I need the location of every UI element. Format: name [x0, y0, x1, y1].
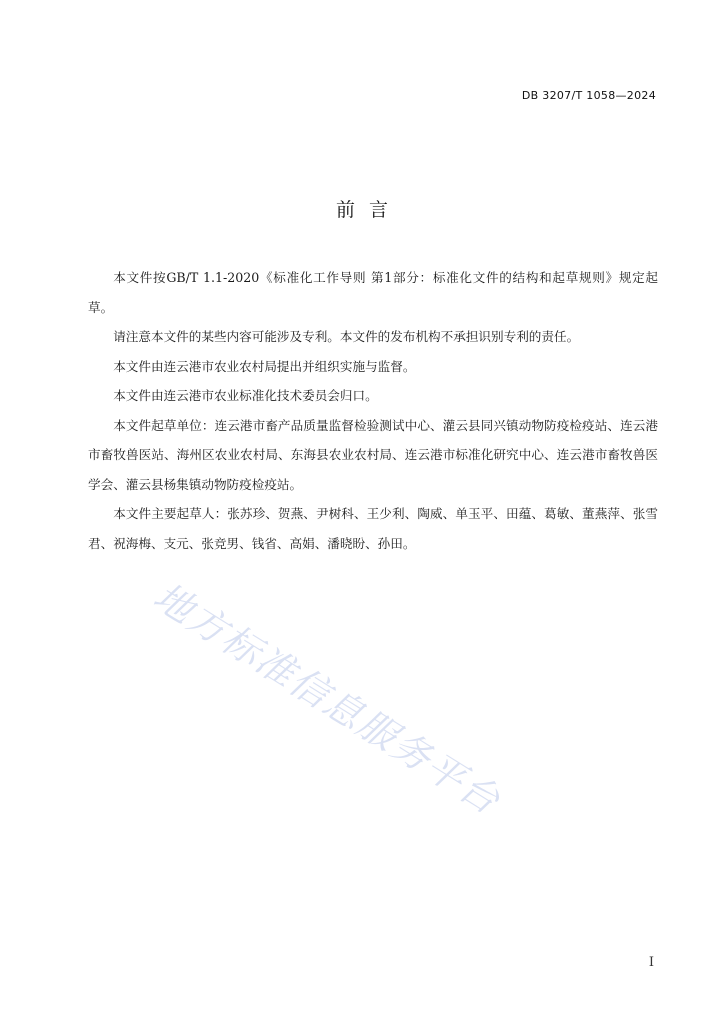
document-code: DB 3207/T 1058—2024 [521, 89, 656, 102]
paragraph-patent-notice: 请注意本文件的某些内容可能涉及专利。本文件的发布机构不承担识别专利的责任。 [113, 329, 580, 344]
paragraph-drafting-units: 本文件起草单位：连云港市畜产品质量监督检验测试中心、灌云县同兴镇动物防疫检疫站、连云港市畜牧兽医站、海州区农业农村局、东海县农业农村局、连云港市标准化研究中心、连云港市畜牧兽医学会、灌云县杨集镇动物防疫检疫站。 [88, 417, 658, 492]
paragraph-drafters: 本文件主要起草人：张苏珍、贺燕、尹树科、王少利、陶威、单玉平、田蕴、葛敏、董燕萍、张雪君、祝海梅、支元、张竞男、钱省、高娟、潘晓盼、孙田。 [88, 506, 658, 551]
paragraph-proposer: 本文件由连云港市农业农村局提出并组织实施与监督。 [113, 358, 416, 374]
page-number: I [648, 955, 654, 970]
paragraph-committee: 本文件由连云港市农业标准化技术委员会归口。 [113, 388, 378, 403]
body-text [88, 263, 658, 558]
section-title: 前言 [335, 199, 402, 221]
watermark: 地方标准信息服务平台 [145, 574, 509, 824]
paragraph-drafting-basis: 本文件按GB/T 1.1-2020《标准化工作导则 第1部分：标准化文件的结构和起草规则》规定起草。 [88, 270, 658, 315]
